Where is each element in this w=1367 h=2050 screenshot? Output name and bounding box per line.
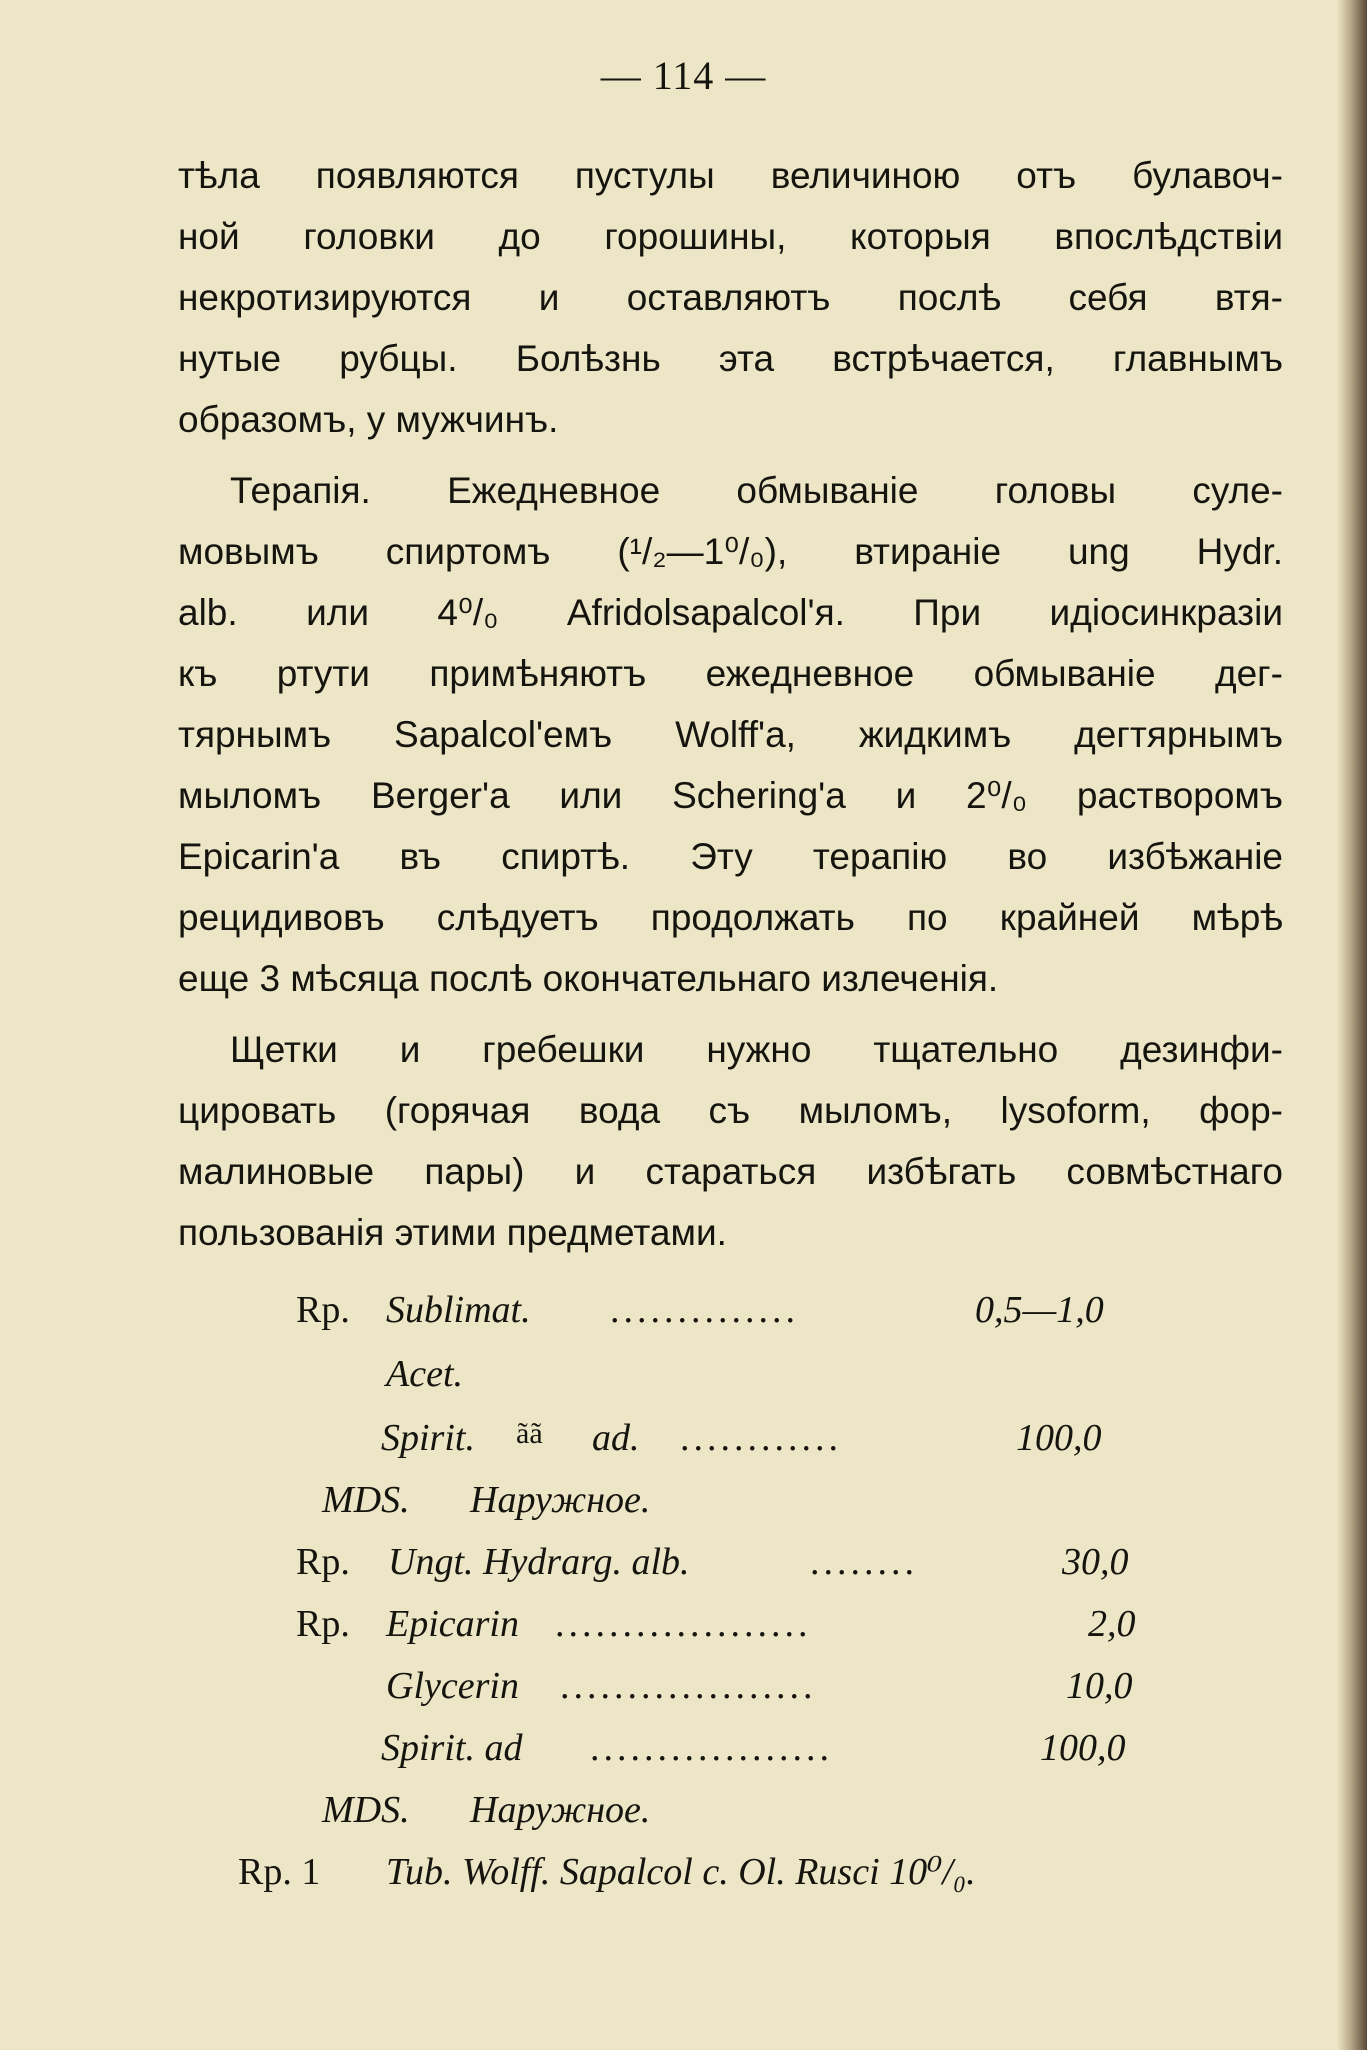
leader-dots: ........ bbox=[810, 1541, 918, 1583]
paragraph-1 bbox=[178, 145, 1283, 450]
rx-ingredient: Spirit. ad bbox=[381, 1727, 523, 1769]
rx-ingredient: Epicarin bbox=[386, 1603, 519, 1645]
text-line: Epicarin'а въ спиртѣ. Эту терапію во избѣжаніе bbox=[178, 836, 1283, 877]
rx-ingredient: Spirit. bbox=[381, 1417, 475, 1459]
rx-dose: 2,0 bbox=[1088, 1603, 1136, 1645]
text-line: тѣла появляются пустулы величиною отъ булавоч- bbox=[178, 155, 1283, 196]
rx-ingredient: Sublimat. bbox=[386, 1289, 531, 1331]
text-line: къ ртути примѣняютъ ежедневное обмываніе дег- bbox=[178, 653, 1283, 694]
leader-dots: .............. bbox=[610, 1289, 799, 1331]
text-line: рецидивовъ слѣдуетъ продолжать по крайней мѣрѣ bbox=[178, 897, 1283, 938]
leader-dots: ............ bbox=[680, 1417, 842, 1459]
rx-label: Rp. bbox=[296, 1541, 350, 1583]
rx-label: Rp. bbox=[296, 1289, 350, 1331]
rx-dose: 100,0 bbox=[1040, 1727, 1126, 1769]
leader-dots: ................... bbox=[560, 1665, 817, 1707]
text-line: пользованія этими предметами. bbox=[178, 1212, 727, 1253]
rx-ingredient: Ungt. Hydrarg. alb. bbox=[388, 1541, 690, 1583]
text-line: некротизируются и оставляютъ послѣ себя втя- bbox=[178, 277, 1283, 318]
text-line: alb. или 4⁰/₀ Afridolsapalcol'я. При идіосинкразіи bbox=[178, 592, 1283, 633]
rx-label: Rp. 1 bbox=[238, 1851, 321, 1893]
rx-ingredient: Glycerin bbox=[386, 1665, 519, 1707]
text-line: нутые рубцы. Болѣзнь эта встрѣчается, главнымъ bbox=[178, 338, 1283, 379]
text-line: мыломъ Berger'а или Schering'а и 2⁰/₀ растворомъ bbox=[178, 775, 1283, 816]
paragraph-therapy bbox=[178, 460, 1283, 1009]
rx-ingredient: Acet. bbox=[386, 1353, 464, 1395]
rx-dose: 100,0 bbox=[1016, 1417, 1102, 1459]
text-line: образомъ, у мужчинъ. bbox=[178, 399, 559, 440]
body-text bbox=[178, 145, 1283, 1263]
rx-dose: 0,5—1,0 bbox=[975, 1289, 1104, 1331]
rx-ad: ad. bbox=[592, 1417, 640, 1459]
page-number: — 114 — bbox=[600, 53, 767, 98]
text-line: малиновые пары) и стараться избѣгать совмѣстнаго bbox=[178, 1151, 1283, 1192]
leader-dots: .................. bbox=[590, 1727, 833, 1769]
page-edge-shadow bbox=[1337, 0, 1367, 2050]
text-line: еще 3 мѣсяца послѣ окончательнаго излеченія. bbox=[178, 958, 999, 999]
rx-mds: MDS. bbox=[322, 1479, 410, 1521]
rx-instruction: Наружное. bbox=[470, 1479, 651, 1521]
rx-dose: 10,0 bbox=[1066, 1665, 1133, 1707]
rx-ingredient: Tub. Wolff. Sapalcol c. Ol. Rusci 10⁰/₀. bbox=[386, 1851, 976, 1893]
text-line: ной головки до горошины, которыя впослѣдствіи bbox=[178, 216, 1283, 257]
paragraph-brushes bbox=[178, 1019, 1283, 1263]
text-line: Щетки и гребешки нужно тщательно дезинфи- bbox=[230, 1029, 1283, 1070]
text-line: Терапія. Ежедневное обмываніе головы суле- bbox=[230, 470, 1283, 511]
text-line: тярнымъ Sapalcol'емъ Wolff'а, жидкимъ дегтярнымъ bbox=[178, 714, 1283, 755]
rx-instruction: Наружное. bbox=[470, 1789, 651, 1831]
rx-label: Rp. bbox=[296, 1603, 350, 1645]
rx-mds: MDS. bbox=[322, 1789, 410, 1831]
rx-ana-sign: ãã bbox=[516, 1417, 543, 1450]
text-line: цировать (горячая вода съ мыломъ, lysoform, фор- bbox=[178, 1090, 1283, 1131]
rx-dose: 30,0 bbox=[1062, 1541, 1129, 1583]
text-line: мовымъ спиртомъ (¹/₂—1⁰/₀), втираніе ung Hydr. bbox=[178, 531, 1283, 572]
leader-dots: ................... bbox=[555, 1603, 812, 1645]
